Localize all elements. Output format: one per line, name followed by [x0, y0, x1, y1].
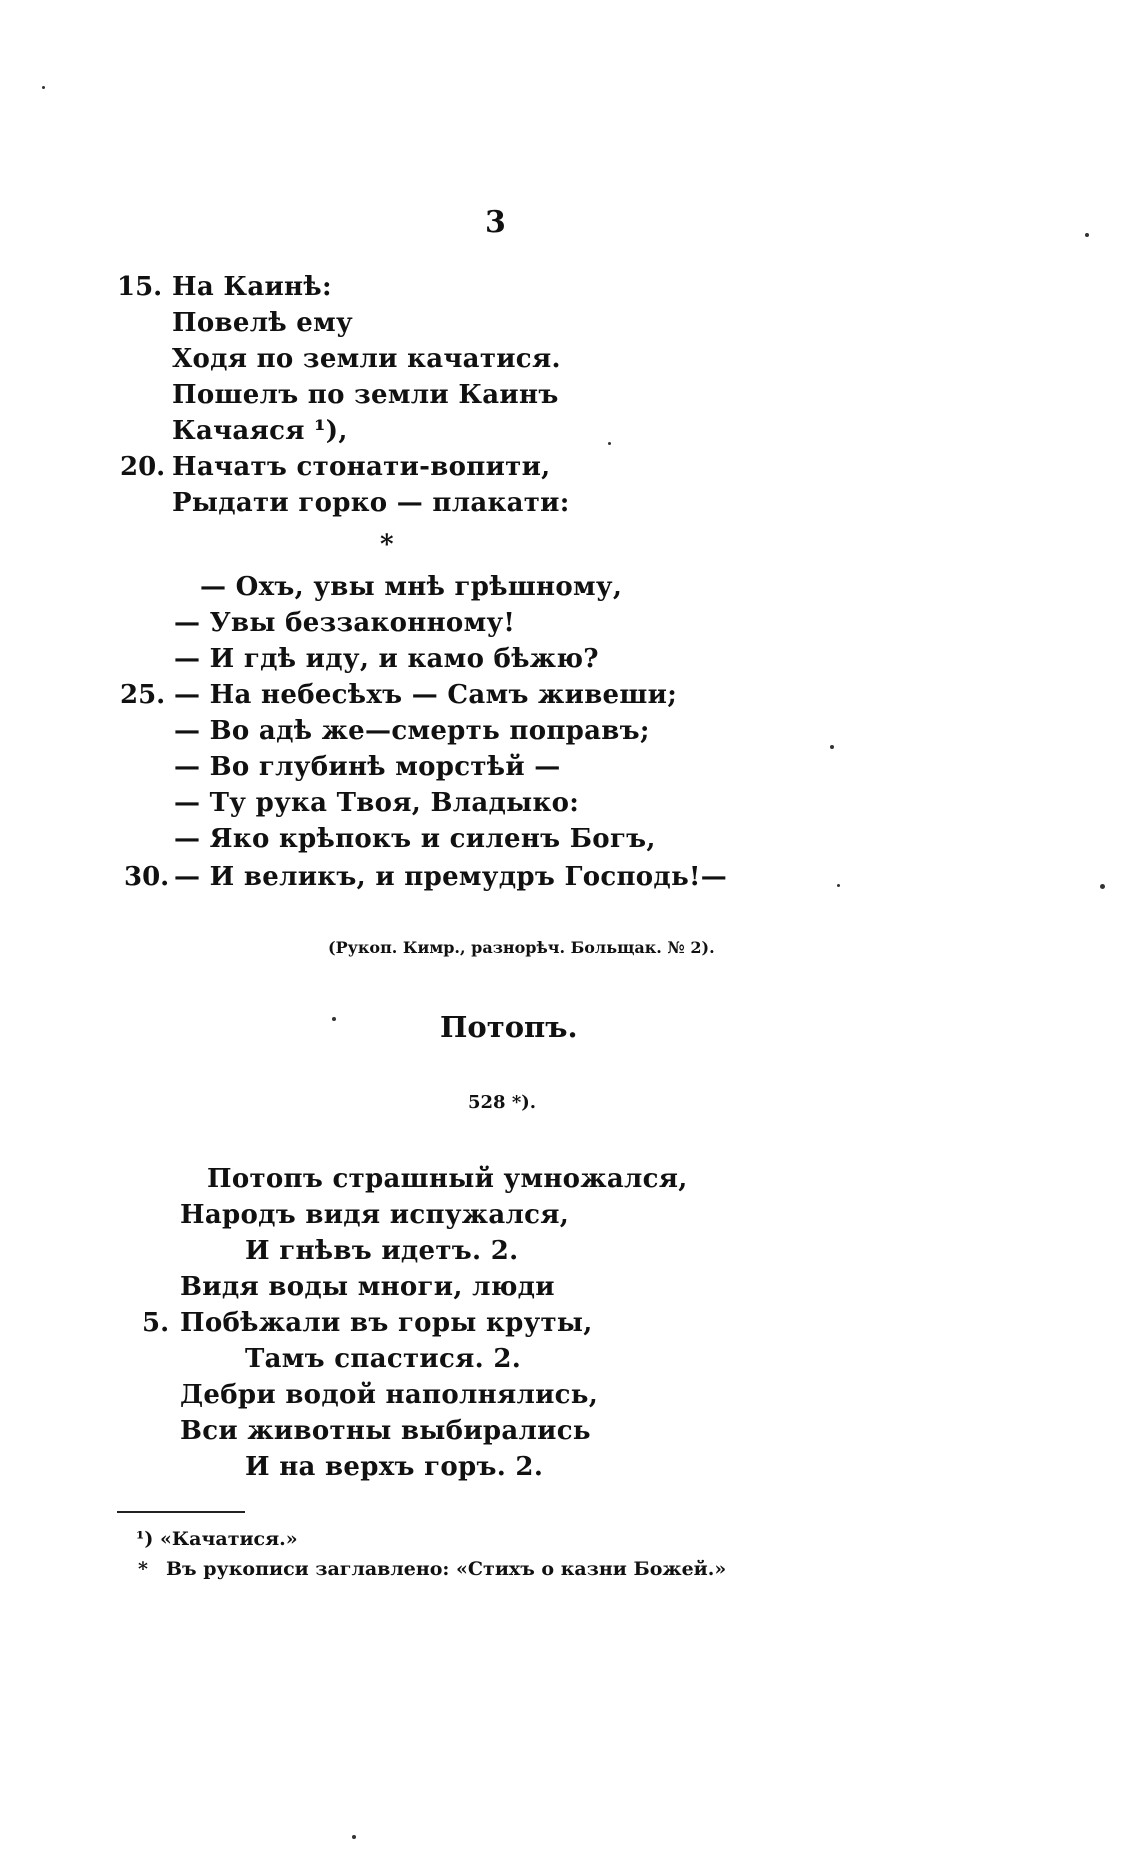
verse-line: Качаяся ¹), [172, 416, 348, 446]
verse-line: — И гдѣ иду, и камо бѣжю? [174, 644, 599, 674]
poem-number: 528 *). [468, 1092, 537, 1113]
line-number: 5. [142, 1308, 170, 1338]
scan-speck [608, 442, 611, 445]
verse-line: Побѣжали въ горы круты, [180, 1308, 593, 1338]
line-number: 30. [124, 862, 170, 892]
scan-speck [1100, 884, 1105, 889]
verse-line: Народъ видя испужался, [180, 1200, 570, 1230]
verse-line: — Во адѣ же—смерть поправъ; [174, 716, 650, 746]
source-note: (Рукоп. Кимр., разнорѣч. Больщак. № 2). [328, 938, 715, 957]
scan-speck [830, 745, 834, 749]
verse-line: Рыдати горко — плакати: [172, 488, 570, 518]
verse-line: И гнѣвъ идетъ. 2. [245, 1236, 519, 1266]
scan-speck [1085, 233, 1089, 237]
line-number: 15. [117, 272, 163, 302]
scan-speck [352, 1835, 356, 1839]
verse-line: Вси животны выбирались [180, 1416, 591, 1446]
footnote-mark: * [138, 1558, 148, 1580]
verse-line: — Ту рука Твоя, Владыко: [174, 788, 580, 818]
verse-line: Видя воды многи, люди [180, 1272, 555, 1302]
scan-speck [837, 884, 840, 887]
stanza-separator: * [380, 530, 394, 560]
verse-line: — Охъ, увы мнѣ грѣшному, [200, 572, 623, 602]
footnote-text: Въ рукописи заглавлено: «Стихъ о казни Божей.» [166, 1558, 727, 1580]
verse-line: Потопъ страшный умножался, [207, 1164, 688, 1194]
line-number: 25. [120, 680, 166, 710]
verse-line: Пошелъ по земли Каинъ [172, 380, 559, 410]
verse-line: — И великъ, и премудръ Господь!— [174, 862, 728, 892]
scan-speck [332, 1017, 336, 1021]
verse-line: Тамъ спастися. 2. [245, 1344, 522, 1374]
line-number: 20. [120, 452, 166, 482]
footnote-text: «Качатися.» [160, 1528, 298, 1550]
footnote-mark: ¹) [136, 1528, 154, 1550]
verse-line: Дебри водой наполнялись, [180, 1380, 599, 1410]
verse-line: Повелѣ ему [172, 308, 353, 338]
section-title: Потопъ. [440, 1010, 578, 1044]
footnote-rule [117, 1511, 245, 1513]
verse-line: — Увы беззаконному! [174, 608, 516, 638]
verse-line: И на верхъ горъ. 2. [245, 1452, 544, 1482]
verse-line: — Яко крѣпокъ и силенъ Богъ, [174, 824, 656, 854]
verse-line: — Во глубинѣ морстѣй — [174, 752, 561, 782]
page-number: 3 [485, 205, 506, 240]
verse-line: На Каинѣ: [172, 272, 332, 302]
verse-line: Начатъ стонати-вопити, [172, 452, 551, 482]
scan-speck [42, 86, 45, 89]
verse-line: Ходя по земли качатися. [172, 344, 561, 374]
verse-line: — На небесѣхъ — Самъ живеши; [174, 680, 678, 710]
